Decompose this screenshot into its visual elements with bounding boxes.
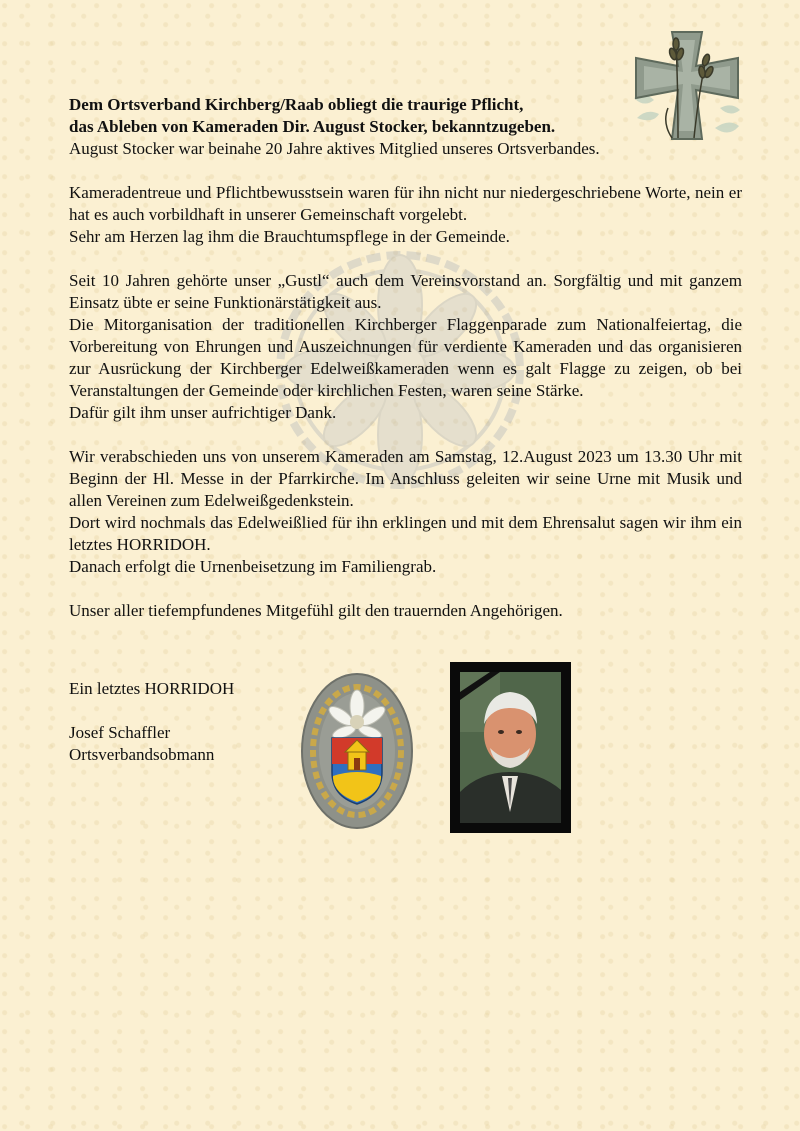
paragraph-board-service	[69, 270, 742, 424]
signer-role: Ortsverbandsobmann	[69, 745, 215, 764]
paragraph-text: Kameradentreue und Pflichtbewusstsein waren für ihn nicht nur niedergeschriebene Worte, nein er hat es auch vorbildhaft in unserer Gemeinschaft vorgelebt.	[69, 183, 742, 224]
paragraph-condolence	[69, 600, 742, 622]
signature-block	[69, 678, 234, 766]
intro-text: August Stocker war beinahe 20 Jahre aktives Mitglied unseres Ortsverbandes.	[69, 139, 600, 158]
paragraph-text: Dort wird nochmals das Edelweißlied für ihn erklingen und mit dem Ehrensalut sagen wir ihm ein letztes HORRIDOH.	[69, 513, 742, 554]
signer-name: Josef Schaffler	[69, 723, 171, 742]
farewell-text: Ein letztes HORRIDOH	[69, 679, 235, 698]
paragraph-comradeship	[69, 182, 742, 248]
paragraph-text: Die Mitorganisation der traditionellen Kirchberger Flaggenparade zum Nationalfeiertag, die Vorbereitung von Ehrungen und Auszeichnungen für verdiente Kameraden und das organisieren zur Ausrückung der Kirchberger Edelweißkameraden wenn es galt Flagge zu zeigen, ob bei Veranstaltungen der Gemeinde oder kirchlichen Festen, waren seine Stärke.	[69, 315, 742, 400]
paragraph-text: Dafür gilt ihm unser aufrichtiger Dank.	[69, 403, 337, 422]
paragraph-funeral-details	[69, 446, 742, 578]
paragraph-text: Danach erfolgt die Urnenbeisetzung im Familiengrab.	[69, 557, 437, 576]
paragraph-text: Wir verabschieden uns von unserem Kameraden am Samstag, 12.August 2023 um 13.30 Uhr mit Beginn der Hl. Messe in der Pfarrkirche. Im Anschluss geleiten wir seine Urne mit Musik und allen Vereinen zum Edelweißgedenkstein.	[69, 447, 742, 510]
edelweiss-emblem-icon	[300, 672, 414, 830]
obituary-text	[69, 94, 742, 644]
paragraph-text: Sehr am Herzen lag ihm die Brauchtumspflege in der Gemeinde.	[69, 227, 510, 246]
paragraph-text: Unser aller tiefempfundenes Mitgefühl gilt den trauernden Angehörigen.	[69, 601, 563, 620]
heading-line-1: Dem Ortsverband Kirchberg/Raab obliegt die traurige Pflicht,	[69, 95, 524, 114]
mourning-ribbon-icon	[450, 662, 571, 833]
heading-line-2: das Ableben von Kameraden Dir. August Stocker, bekanntzugeben.	[69, 117, 556, 136]
paragraph-text: Seit 10 Jahren gehörte unser „Gustl“ auch dem Vereinsvorstand an. Sorgfältig und mit ganzem Einsatz übte er seine Funktionärstätigkeit aus.	[69, 271, 742, 312]
